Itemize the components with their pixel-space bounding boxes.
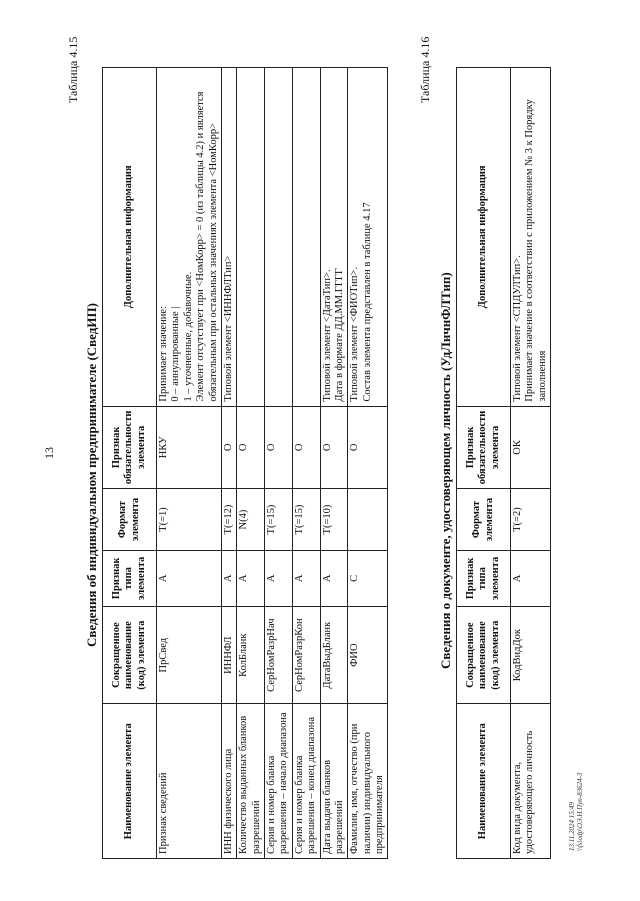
table1-title: Сведения об индивидуальном предпринимателе (СведИП)	[84, 303, 99, 647]
cell-format: T(=1)	[157, 489, 222, 551]
cell-info	[237, 68, 265, 407]
cell-format: T(=10)	[320, 489, 348, 551]
table2-header-row	[457, 68, 511, 859]
table2-title: Сведения о документе, удостоверяющем личность (УдЛичнФЛТип)	[438, 272, 453, 669]
table1-row	[292, 68, 320, 859]
cell-type: А	[265, 550, 293, 606]
cell-info: Типовой элемент <ИННФЛТип>	[221, 68, 236, 407]
table2-header-info: Дополнительная информация	[457, 68, 511, 407]
footer-line2: \\fs\odp\ОЭ.Н.Пуп-83624-3	[576, 772, 585, 851]
table1-row	[348, 68, 388, 859]
cell-name: Фамилия, имя, отчество (при наличии) индивидуального предпринимателя	[348, 704, 388, 859]
cell-type: А	[221, 550, 236, 606]
cell-required: О	[237, 406, 265, 489]
table1-row	[221, 68, 236, 859]
cell-info: Типовой элемент <ФИОТип>. Состав элемента представлен в таблице 4.17	[348, 68, 388, 407]
cell-code: ДатаВыдБланк	[320, 606, 348, 704]
cell-name: Серия и номер бланка разрешения – начало диапазона	[265, 704, 293, 859]
cell-code: ФИО	[348, 606, 388, 704]
cell-name: Дата выдачи бланков разрешений	[320, 704, 348, 859]
table2-header-name: Наименование элемента	[457, 704, 511, 859]
cell-code: СерНомРазрНач	[265, 606, 293, 704]
cell-code: КолБланк	[237, 606, 265, 704]
cell-type: А	[320, 550, 348, 606]
table1-header-info: Дополнительная информация	[103, 68, 157, 407]
cell-code: СерНомРазрКон	[292, 606, 320, 704]
cell-format	[348, 489, 388, 551]
cell-name: ИНН физического лица	[221, 704, 236, 859]
cell-name: Серия и номер бланка разрешения – конец диапазона	[292, 704, 320, 859]
table2-header-required: Признак обязательности элемента	[457, 406, 511, 489]
table2-header-type: Признак типа элемента	[457, 550, 511, 606]
table2-header-format: Формат элемента	[457, 489, 511, 551]
table1	[102, 67, 388, 859]
cell-name: Код вида документа, удостоверяющего личность	[511, 704, 551, 859]
table2-row	[511, 68, 551, 859]
cell-info: Типовой элемент <ДатаТип>. Дата в формате ДД.ММ.ГГГГ	[320, 68, 348, 407]
page-number: 13	[42, 447, 56, 459]
cell-info	[292, 68, 320, 407]
table1-header-type: Признак типа элемента	[103, 550, 157, 606]
table1-row	[157, 68, 222, 859]
cell-required: О	[292, 406, 320, 489]
cell-required: О	[221, 406, 236, 489]
cell-required: О	[265, 406, 293, 489]
cell-format: T(=15)	[292, 489, 320, 551]
table1-header-code: Сокращенное наименование (код) элемента	[103, 606, 157, 704]
cell-code: ИННФЛ	[221, 606, 236, 704]
cell-type: С	[348, 550, 388, 606]
table1-header-required: Признак обязательности элемента	[103, 406, 157, 489]
table2-header-code: Сокращенное наименование (код) элемента	[457, 606, 511, 704]
cell-info: Принимает значение: 0 – аннулированные | 1 – уточненные, добавочные. Элемент отсутствует при <НомКорр> = 0 (из таблицы 4.2) и является обязательным при остальных значениях элемента <НомКорр>	[157, 68, 222, 407]
cell-info: Типовой элемент <СПДУЛТип>. Принимает значение в соответствии с приложением № 3 к Порядку заполнения	[511, 68, 551, 407]
cell-required: НКУ	[157, 406, 222, 489]
table1-row	[320, 68, 348, 859]
table2	[456, 67, 551, 859]
cell-code: ПрСвед	[157, 606, 222, 704]
cell-type: А	[237, 550, 265, 606]
cell-info	[265, 68, 293, 407]
cell-type: А	[292, 550, 320, 606]
cell-required: О	[320, 406, 348, 489]
footer-line1: 13.11.2024 15:49	[568, 801, 576, 851]
cell-format: T(=2)	[511, 489, 551, 551]
cell-name: Признак сведений	[157, 704, 222, 859]
cell-name: Количество выданных бланков разрешений	[237, 704, 265, 859]
table1-header-row	[103, 68, 157, 859]
cell-format: N(4)	[237, 489, 265, 551]
cell-format: T(=12)	[221, 489, 236, 551]
cell-type: А	[511, 550, 551, 606]
cell-required: ОК	[511, 406, 551, 489]
table1-row	[265, 68, 293, 859]
table1-header-format: Формат элемента	[103, 489, 157, 551]
table1-row	[237, 68, 265, 859]
cell-code: КодВидДок	[511, 606, 551, 704]
cell-required: О	[348, 406, 388, 489]
footer-stamp	[568, 773, 585, 851]
table2-label: Таблица 4.16	[418, 36, 432, 103]
cell-type: А	[157, 550, 222, 606]
cell-format: T(=15)	[265, 489, 293, 551]
table1-header-name: Наименование элемента	[103, 704, 157, 859]
table1-label: Таблица 4.15	[66, 36, 80, 103]
